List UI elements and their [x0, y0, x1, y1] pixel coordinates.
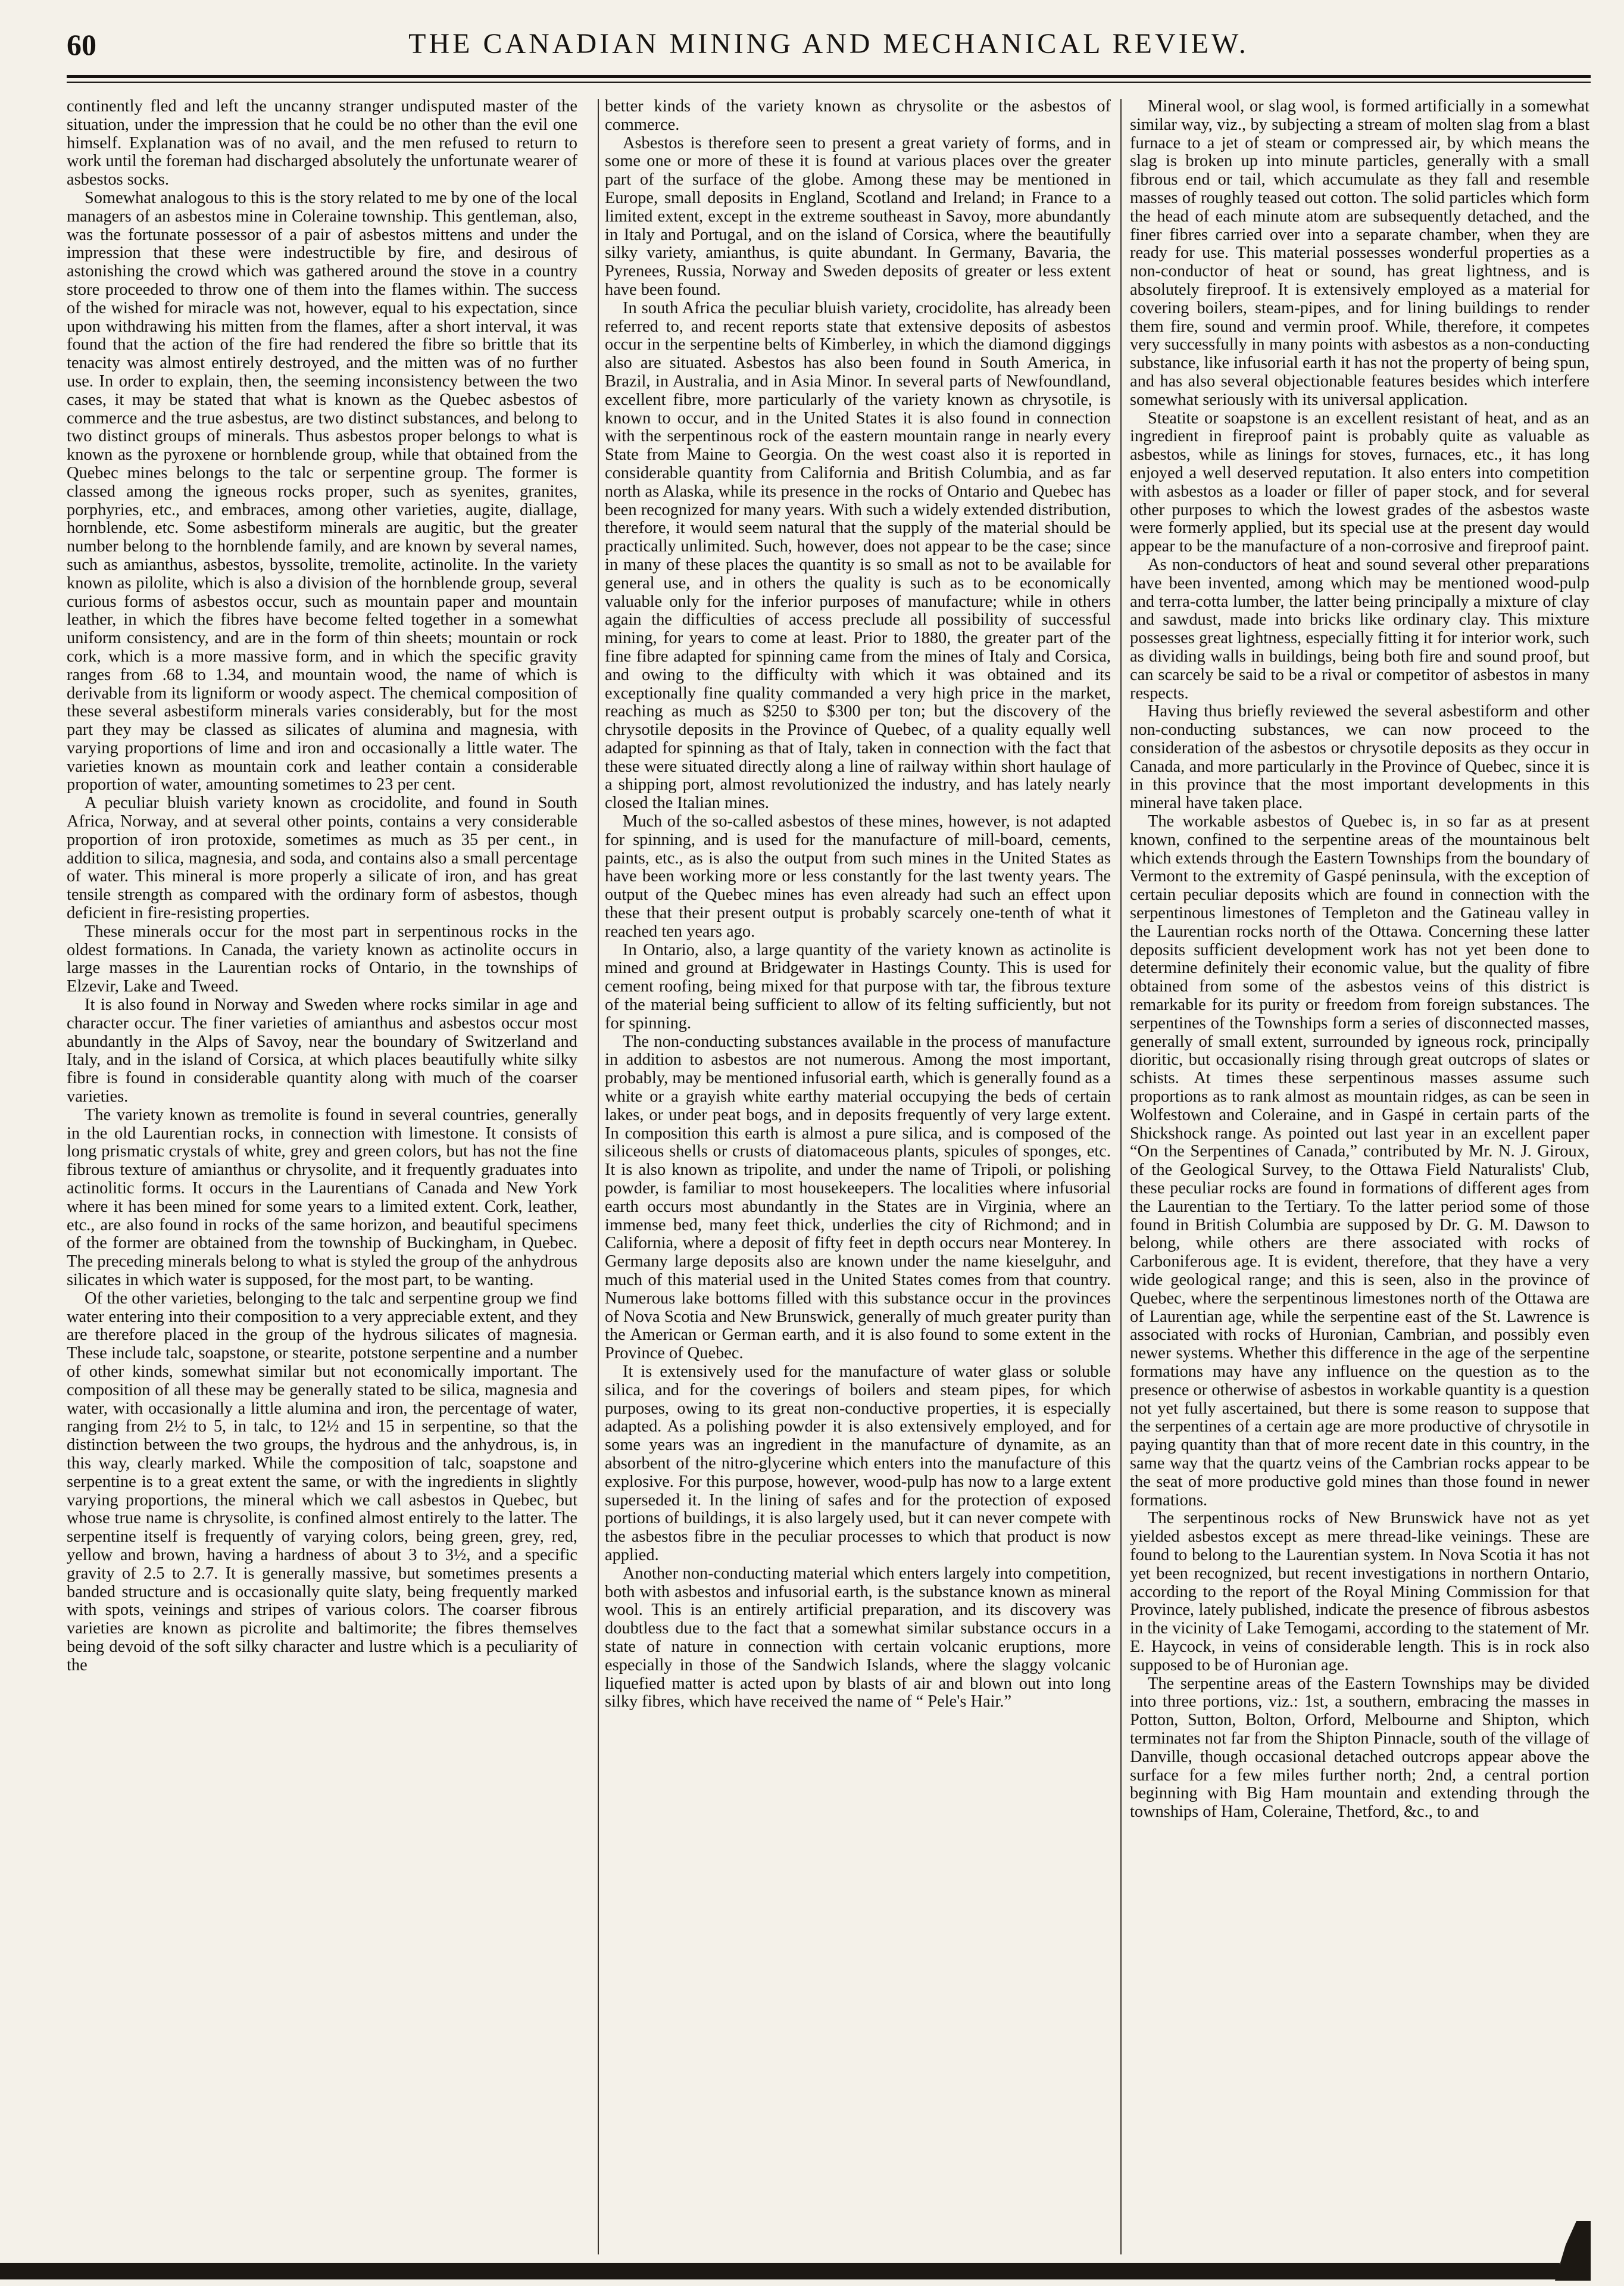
column-separator-2	[1120, 99, 1122, 2254]
column-1	[67, 98, 577, 2265]
header-rule-thick	[67, 75, 1591, 78]
column-3	[1130, 98, 1589, 2265]
paragraph: Having thus briefly reviewed the several asbestiform and other non-conducting substances, we can now proceed to the consideration of the asbestos or chrysotile deposits as they occur in Canada, and more particularly in the Province of Quebec, since it is in this province that the most important developments in this mineral have taken place.	[1130, 702, 1589, 813]
paragraph: It is extensively used for the manufacture of water glass or soluble silica, and for the coverings of boilers and steam pipes, for which purposes, owing to its great non-conductive properties, it is especially adapted. As a polishing powder it is also extensively employed, and for some years was an ingredient in the manufacture of dynamite, as an absorbent of the nitro-glycerine which enters into the manufacture of this explosive. For this purpose, however, wood-pulp has now to a large extent superseded it. In the lining of safes and for the protection of exposed portions of buildings, it is also largely used, but it can never compete with the asbestos fibre in the peculiar processes to which that product is now applied.	[605, 1362, 1111, 1564]
paragraph: The workable asbestos of Quebec is, in so far as at present known, confined to the serpentine areas of the mountainous belt which extends through the Eastern Townships from the boundary of Vermont to the extremity of Gaspé peninsula, with the exception of certain peculiar deposits which are found in connection with the serpentinous limestones of Templeton and the Gatineau valley in the Laurentian rocks north of the Ottawa. Concerning these latter deposits sufficient development work has not yet been done to determine definitely their economic value, but the quality of fibre obtained from some of the asbestos veins of this district is remarkable for its purity or freedom from foreign substances. The serpentines of the Townships form a series of disconnected masses, generally of small extent, surrounded by igneous rock, principally dioritic, but occasionally rising through great outcrops of slates or schists. At times these serpentinous masses assume such proportions as to rank almost as mountain ridges, as can be seen in Wolfestown and Coleraine, and in Gaspé in certain parts of the Shickshock range. As pointed out last year in an excellent paper “On the Serpentines of Canada,” contributed by Mr. N. J. Giroux, of the Geological Survey, to the Ottawa Field Naturalists' Club, these peculiar rocks are found in formations of different ages from the Laurentian to the Tertiary. To the latter period some of those found in British Columbia are supposed by Dr. G. M. Dawson to belong, while others are there associated with rocks of Carboniferous age. It is evident, therefore, that they have a very wide geological range; and this is seen, also in the province of Quebec, where the serpentinous limestones north of the Ottawa are of Laurentian age, while the serpentine east of the St. Lawrence is associated with rocks of Huronian, Cambrian, and possibly even newer systems. Whether this difference in the age of the serpentine formations may have any influence on the question as to the presence or otherwise of asbestos in workable quantity is a question not yet fully ascertained, but there is some reason to suppose that the serpentines of a certain age are more productive of chrysotile in paying quantity than that of more recent date in this country, in the same way that the quartz veins of the Cambrian rocks appear to be the seat of more productive gold mines than those found in newer formations.	[1130, 812, 1589, 1510]
page-header	[67, 27, 1591, 66]
paragraph: The serpentinous rocks of New Brunswick have not as yet yielded asbestos except as mere thread-like veinings. These are found to belong to the Laurentian system. In Nova Scotia it has not yet been recognized, but recent investigations in northern Ontario, according to the report of the Royal Mining Commission for that Province, lately published, indicate the presence of fibrous asbestos in the vicinity of Lake Temogami, according to the statement of Mr. E. Haycock, in veins of considerable length. This is in rock also supposed to be of Huronian age.	[1130, 1509, 1589, 1674]
column-separator-1	[598, 99, 599, 2254]
publication-title: THE CANADIAN MINING AND MECHANICAL REVIEW.	[408, 28, 1249, 60]
paragraph: A peculiar bluish variety known as crocidolite, and found in South Africa, Norway, and at several other points, contains a very considerable proportion of iron protoxide, sometimes as much as 35 per cent., in addition to silica, magnesia, and soda, and contains also a small percentage of water. This mineral is more properly a silicate of iron, and has great tensile strength as compared with the ordinary form of asbestos, though deficient in fire-resisting properties.	[67, 794, 577, 923]
paragraph: In south Africa the peculiar bluish variety, crocidolite, has already been referred to, and recent reports state that extensive deposits of asbestos occur in the serpentine belts of Kimberley, in which the diamond diggings also are situated. Asbestos has also been found in South America, in Brazil, in Australia, and in Asia Minor. In several parts of Newfoundland, excellent fibre, more particularly of the variety known as chrysotile, is known to occur, and in the United States it is also found in connection with the serpentinous rock of the eastern mountain range in nearly every State from Maine to Georgia. On the west coast also it is reported in considerable quantity from California and British Columbia, and as far north as Alaska, while its presence in the rocks of Ontario and Quebec has been recognized for many years. With such a widely extended distribution, therefore, it would seem natural that the supply of the material should be practically unlimited. Such, however, does not appear to be the case; since in many of these places the quantity is so small as not to be available for general use, and in others the quality is such as to be economically valuable only for the inferior purposes of manufacture; while in others again the difficulties of access preclude all possibility of successful mining, for years to come at least. Prior to 1880, the greater part of the fine fibre adapted for spinning came from the mines of Italy and Corsica, and owing to the difficulty with which it was obtained and its exceptionally fine quality commanded a very high price in the market, reaching as much as $250 to $300 per ton; but the discovery of the chrysotile deposits in the Province of Quebec, of a quality equally well adapted for spinning as that of Italy, taken in connection with the fact that these were situated directly along a line of railway within short haulage of a shipping port, almost revolutionized the industry, and has lately nearly closed the Italian mines.	[605, 298, 1111, 813]
paragraph: Of the other varieties, belonging to the talc and serpentine group we find water entering into their composition to a very appreciable extent, and they are therefore placed in the group of the hydrous silicates of magnesia. These include talc, soapstone, or stearite, potstone serpentine and a number of other kinds, somewhat similar but not economically important. The composition of all these may be generally stated to be silica, magnesia and water, with occasionally a little alumina and iron, the percentage of water, ranging from 2½ to 5, in talc, to 12½ and 15 in serpentine, so that the distinction between the two groups, the hydrous and the anhydrous, is, in this way, clearly marked. While the composition of talc, soapstone and serpentine is to a great extent the same, or with the ingredients in slightly varying proportions, the mineral which we call asbestos in Quebec, but whose true name is chrysolite, is confined almost entirely to the latter. The serpentine itself is frequently of varying colors, being green, grey, red, yellow and brown, having a hardness of about 3 to 3½, and a specific gravity of 2.5 to 2.7. It is generally massive, but sometimes presents a banded structure and is occasionally quite slaty, being frequently marked with spots, veinings and stripes of various colors. The coarser fibrous varieties are known as picrolite and baltimorite; the fibres themselves being devoid of the soft silky character and lustre which is a peculiarity of the	[67, 1289, 577, 1674]
paragraph: Another non-conducting material which enters largely into competition, both with asbestos and infusorial earth, is the substance known as mineral wool. This is an entirely artificial preparation, and its discovery was doubtless due to the fact that a somewhat similar substance occurs in a state of nature in connection with certain volcanic eruptions, more especially in those of the Sandwich Islands, where the slaggy volcanic liquefied matter is acted upon by blasts of air and blown out into long silky fibres, which have received the name of “ Pele's Hair.”	[605, 1564, 1111, 1711]
paragraph: Asbestos is therefore seen to present a great variety of forms, and in some one or more of these it is found at various places over the greater part of the surface of the globe. Among these may be mentioned in Europe, small deposits in England, Scotland and Ireland; in France to a limited extent, except in the extreme southeast in Savoy, more abundantly in Italy and Portugal, and on the island of Corsica, where the beautifully silky variety, amianthus, is quite abundant. In Germany, Bavaria, the Pyrenees, Russia, Norway and Sweden deposits of greater or less extent have been found.	[605, 133, 1111, 299]
paragraph: Much of the so-called asbestos of these mines, however, is not adapted for spinning, and is used for the manufacture of mill-board, cements, paints, etc., as is also the output from such mines in the United States as have been working more or less constantly for the last twenty years. The output of the Quebec mines has even already had such an effect upon these that their present output is probably scarcely one-tenth of what it reached ten years ago.	[605, 812, 1111, 941]
paragraph: Somewhat analogous to this is the story related to me by one of the local managers of an asbestos mine in Coleraine township. This gentleman, also, was the fortunate possessor of a pair of asbestos mittens and under the impression that these were indestructible by fire, and desirous of astonishing the crowd which was gathered around the stove in a country store proceeded to throw one of them into the flames within. The success of the wished for miracle was not, however, equal to his expectation, since upon withdrawing his mitten from the flames, after a short interval, it was found that the action of the fire had rendered the fibre so brittle that its tenacity was almost entirely destroyed, and the mitten was of no further use. In order to explain, then, the seeming inconsistency between the two cases, it may be stated that what is known as the Quebec asbestos of commerce and the true asbestus, are two distinct substances, and belong to two distinct groups of minerals. Thus asbestos proper belongs to what is known as the pyroxene or hornblende group, while that obtained from the Quebec mines belongs to the talc or serpentine group. The former is classed among the igneous rocks proper, such as syenites, granites, porphyries, etc., and embraces, among other varieties, augite, diallage, hornblende, etc. Some asbestiform minerals are augitic, but the greater number belong to the hornblende family, and are known by several names, such as amianthus, asbestos, byssolite, tremolite, actinolite. In the variety known as pilolite, which is also a division of the hornblende group, several curious forms of asbestos occur, such as mountain paper and mountain leather, in which the fibres have become felted together in a somewhat uniform consistency, and are in the form of thin sheets; mountain or rock cork, which is a more massive form, and in which the specific gravity ranges from .68 to 1.34, and mountain wood, the name of which is derivable from its ligniform or woody aspect. The chemical composition of these several asbestiform minerals varies considerably, but for the most part they may be classed as silicates of alumina and magnesia, with varying proportions of lime and iron and occasionally a little water. The varieties known as mountain cork and leather contain a considerable proportion of water, amounting sometimes to 23 per cent.	[67, 188, 577, 794]
paragraph: Mineral wool, or slag wool, is formed artificially in a somewhat similar way, viz., by subjecting a stream of molten slag from a blast furnace to a jet of steam or compressed air, by which means the slag is broken up into minute particles, generally with a small fibrous end or tail, which accumulate as they fall and resemble masses of roughly teased out cotton. The solid particles which form the head of each minute atom are subsequently detached, and the finer fibres carried over into a separate chamber, when they are ready for use. This material possesses wonderful properties as a non-conductor of heat or sound, has great lightness, and is absolutely fireproof. It is extensively employed as a material for covering boilers, steam-pipes, and for lining buildings to render them fire, sound and vermin proof. While, therefore, it competes very successfully in many points with asbestos as a non-conducting substance, like infusorial earth it has not the property of being spun, and has also several objectionable features besides which interfere somewhat seriously with its universal application.	[1130, 98, 1589, 409]
page-bottom-edge	[0, 2263, 1560, 2279]
paragraph: The serpentine areas of the Eastern Townships may be divided into three portions, viz.: 1st, a southern, embracing the masses in Potton, Sutton, Bolton, Orford, Melbourne and Shipton, which terminates not far from the Shipton Pinnacle, south of the village of Danville, though occasional detached outcrops appear above the surface for a few miles further north; 2nd, a central portion beginning with Big Ham mountain and extending through the townships of Ham, Coleraine, Thetford, &c., to and	[1130, 1674, 1589, 1822]
column-2	[605, 98, 1111, 2265]
paragraph: The non-conducting substances available in the process of manufacture in addition to asbestos are not numerous. Among the most important, probably, may be mentioned infusorial earth, which is generally found as a white or a grayish white earthy material occupying the beds of certain lakes, or under peat bogs, and in deposits frequently of very large extent. In composition this earth is almost a pure silica, and is composed of the siliceous shells or crusts of diatomaceous plants, spicules of sponges, etc. It is also known as tripolite, and under the name of Tripoli, or polishing powder, is familiar to most housekeepers. The localities where infusorial earth occurs most abundantly in the States are in Virginia, where an immense bed, many feet thick, underlies the city of Richmond; and in California, where a deposit of fifty feet in depth occurs near Monterey. In Germany large deposits also are known under the name kieselguhr, and much of this material used in the United States comes from that country. Numerous lake bottoms filled with this substance occur in the provinces of Nova Scotia and New Brunswick, generally of much greater purity than the American or German earth, and it is also found to some extent in the Province of Quebec.	[605, 1032, 1111, 1363]
paragraph: As non-conductors of heat and sound several other preparations have been invented, among which may be mentioned wood-pulp and terra-cotta lumber, the latter being principally a mixture of clay and sawdust, made into bricks like ordinary clay. This mixture possesses great lightness, especially fitting it for interior work, such as dividing walls in buildings, being both fire and sound proof, but can scarcely be said to be a rival or competitor of asbestos in many respects.	[1130, 555, 1589, 703]
paragraph: It is also found in Norway and Sweden where rocks similar in age and character occur. The finer varieties of amianthus and asbestos occur most abundantly in the Alps of Savoy, near the boundary of Switzerland and Italy, and in the island of Corsica, at which places beautifully white silky fibre is found in considerable quantity along with much of the coarser varieties.	[67, 996, 577, 1106]
header-rule-thin	[67, 82, 1591, 83]
paragraph: continently fled and left the uncanny stranger undisputed master of the situation, under the impression that he could be no other than the evil one himself. Explanation was of no avail, and the men refused to return to work until the foreman had discharged absolutely the unfortunate wearer of asbestos socks.	[67, 98, 577, 189]
paragraph: In Ontario, also, a large quantity of the variety known as actinolite is mined and ground at Bridgewater in Hastings County. This is used for cement roofing, being mixed for that purpose with tar, the fibrous texture of the material being sufficient to allow of its felting sufficiently, but not for spinning.	[605, 940, 1111, 1033]
paragraph: The variety known as tremolite is found in several countries, generally in the old Laurentian rocks, in connection with limestone. It consists of long prismatic crystals of white, grey and green colors, but has not the fine fibrous texture of amianthus or chrysolite, and it frequently graduates into actinolitic forms. It occurs in the Laurentians of Canada and New York where it has been mined for some years to a limited extent. Cork, leather, etc., are also found in rocks of the same horizon, and beautiful specimens of the former are obtained from the township of Buckingham, in Quebec. The preceding minerals belong to what is styled the group of the anhydrous silicates in which water is supposed, for the most part, to be wanting.	[67, 1105, 577, 1289]
paragraph: These minerals occur for the most part in serpentinous rocks in the oldest formations. In Canada, the variety known as actinolite occurs in large masses in the Laurentian rocks of Ontario, in the townships of Elzevir, Lake and Tweed.	[67, 922, 577, 996]
paragraph: Steatite or soapstone is an excellent resistant of heat, and as an ingredient in fireproof paint is probably quite as valuable as asbestos, while as linings for stoves, furnaces, etc., it has long enjoyed a well deserved reputation. It also enters into competition with asbestos as a loader or filler of paper stock, and for several other purposes to which the lowest grades of the asbestos waste were formerly applied, but its special use at the present day would appear to be the manufacture of a non-corrosive and fireproof paint.	[1130, 408, 1589, 556]
page-number: 60	[67, 28, 96, 61]
paragraph: better kinds of the variety known as chrysolite or the asbestos of commerce.	[605, 98, 1111, 134]
